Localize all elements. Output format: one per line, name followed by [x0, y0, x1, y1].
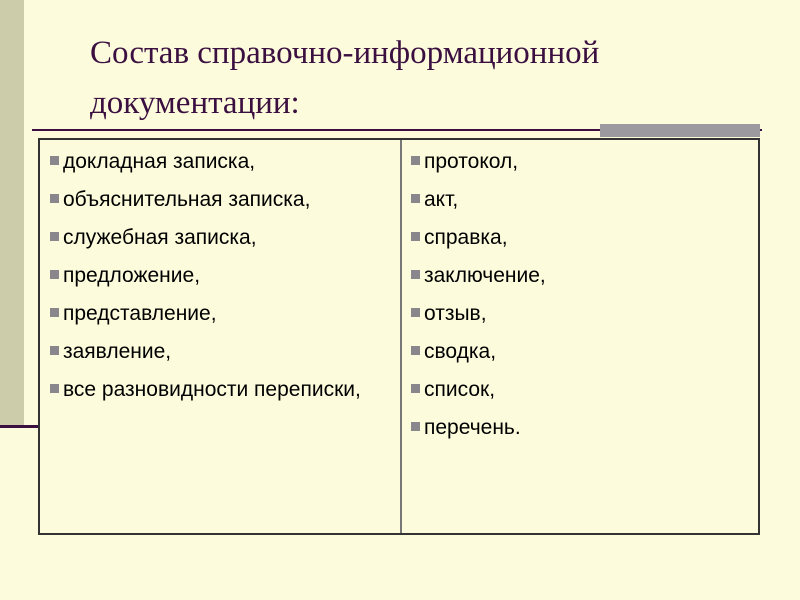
square-bullet-icon: [411, 270, 420, 279]
table-column-left: [40, 140, 402, 533]
list-item: [411, 263, 758, 289]
square-bullet-icon: [50, 156, 59, 165]
square-bullet-icon: [411, 308, 420, 317]
list-item-text: заключение,: [424, 264, 546, 287]
list-item: [411, 187, 758, 213]
content-table: [38, 138, 760, 535]
list-item-text: протокол,: [424, 150, 519, 173]
list-item: [50, 339, 392, 365]
list-item: [50, 301, 392, 327]
list-item-text: объяснительная записка,: [63, 188, 311, 211]
square-bullet-icon: [50, 270, 59, 279]
square-bullet-icon: [50, 384, 59, 393]
square-bullet-icon: [50, 232, 59, 241]
list-item: [411, 415, 758, 441]
list-item-text: сводка,: [424, 340, 497, 363]
list-item: [50, 149, 392, 175]
list-item-text: отзыв,: [424, 302, 487, 325]
slide-title: Состав справочно-информационной документации:: [90, 35, 600, 121]
list-item: [50, 225, 392, 251]
list-item-text: докладная записка,: [63, 150, 256, 173]
list-item: [411, 301, 758, 327]
list-item: [411, 149, 758, 175]
list-item-text: служебная записка,: [63, 226, 257, 249]
list-item: [50, 377, 392, 403]
table-column-right: [402, 140, 758, 533]
right-list: [411, 149, 758, 441]
square-bullet-icon: [411, 194, 420, 203]
list-item-text: перечень.: [424, 416, 521, 439]
list-item: [411, 225, 758, 251]
list-item-text: все разновидности переписки,: [63, 378, 361, 401]
list-item: [50, 187, 392, 213]
list-item-text: акт,: [424, 188, 459, 211]
list-item: [411, 339, 758, 365]
list-item-text: список,: [424, 378, 496, 401]
square-bullet-icon: [411, 384, 420, 393]
square-bullet-icon: [411, 232, 420, 241]
square-bullet-icon: [411, 422, 420, 431]
left-list: [50, 149, 392, 403]
list-item-text: предложение,: [63, 264, 201, 287]
square-bullet-icon: [50, 194, 59, 203]
square-bullet-icon: [50, 346, 59, 355]
list-item-text: заявление,: [63, 340, 172, 363]
list-item: [50, 263, 392, 289]
corner-decor-block: [600, 124, 760, 137]
list-item-text: справка,: [424, 226, 508, 249]
list-item-text: представление,: [63, 302, 217, 325]
square-bullet-icon: [411, 346, 420, 355]
left-decor-strip: [0, 0, 24, 425]
square-bullet-icon: [411, 156, 420, 165]
square-bullet-icon: [50, 308, 59, 317]
list-item: [411, 377, 758, 403]
